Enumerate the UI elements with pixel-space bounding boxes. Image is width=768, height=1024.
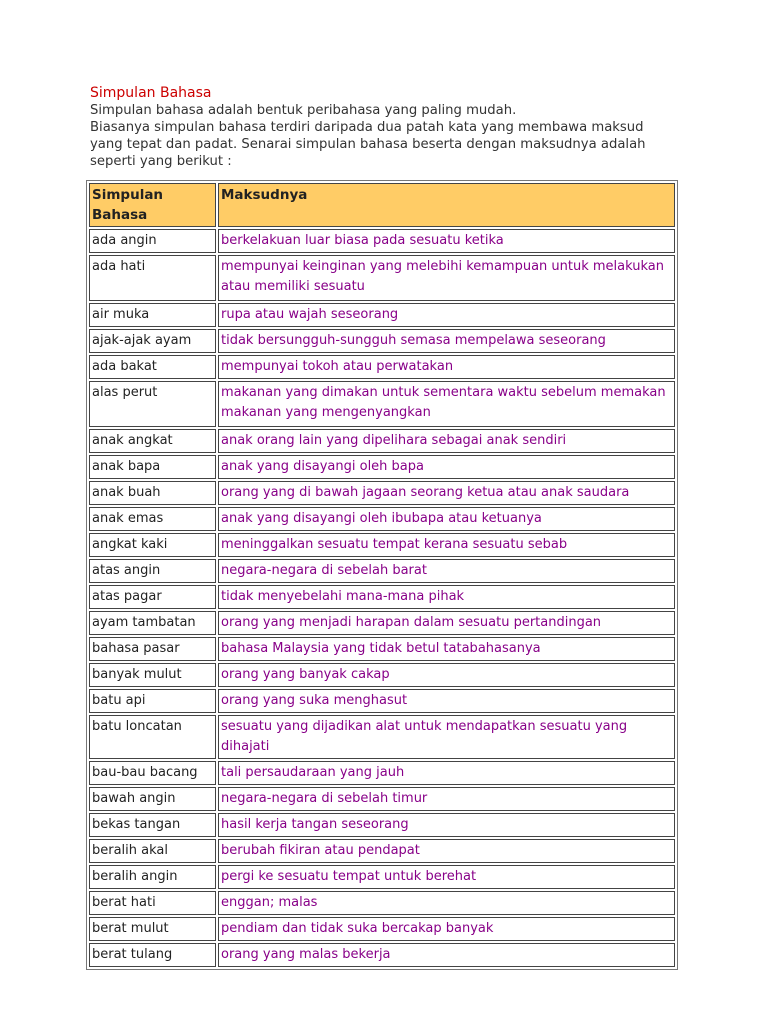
term-cell: air muka	[89, 303, 216, 327]
table-row	[89, 663, 675, 687]
table-row	[89, 917, 675, 941]
table-row	[89, 715, 675, 759]
term-cell: bahasa pasar	[89, 637, 216, 661]
term-cell: atas pagar	[89, 585, 216, 609]
meaning-cell: berubah fikiran atau pendapat	[218, 839, 675, 863]
meaning-cell: mempunyai keinginan yang melebihi kemampuan untuk melakukan atau memiliki sesuatu	[218, 255, 675, 301]
meaning-cell: rupa atau wajah seseorang	[218, 303, 675, 327]
meaning-cell: berkelakuan luar biasa pada sesuatu ketika	[218, 229, 675, 253]
term-cell: banyak mulut	[89, 663, 216, 687]
table-header-row	[89, 183, 675, 227]
term-cell: ada bakat	[89, 355, 216, 379]
table-row	[89, 229, 675, 253]
term-cell: alas perut	[89, 381, 216, 427]
term-cell: bau-bau bacang	[89, 761, 216, 785]
term-cell: anak buah	[89, 481, 216, 505]
table-row	[89, 255, 675, 301]
term-cell: berat tulang	[89, 943, 216, 967]
page-title: Simpulan Bahasa	[90, 85, 212, 101]
table-row	[89, 637, 675, 661]
table-row	[89, 943, 675, 967]
table-row	[89, 839, 675, 863]
table-row	[89, 689, 675, 713]
intro-paragraph-1: Simpulan bahasa adalah bentuk peribahasa yang paling mudah.	[90, 103, 517, 118]
term-cell: batu loncatan	[89, 715, 216, 759]
table-row	[89, 481, 675, 505]
term-cell: ada hati	[89, 255, 216, 301]
meaning-cell: tali persaudaraan yang jauh	[218, 761, 675, 785]
term-cell: bawah angin	[89, 787, 216, 811]
meaning-cell: pergi ke sesuatu tempat untuk berehat	[218, 865, 675, 889]
meaning-cell: negara-negara di sebelah barat	[218, 559, 675, 583]
intro-paragraph-2: Biasanya simpulan bahasa terdiri daripada dua patah kata yang membawa maksud yang tepat dan padat. Senarai simpulan bahasa beserta dengan maksudnya adalah seperti yang berikut :	[90, 120, 646, 169]
document-body	[90, 84, 680, 170]
term-cell: anak emas	[89, 507, 216, 531]
table-row	[89, 533, 675, 557]
table-row	[89, 761, 675, 785]
term-cell: bekas tangan	[89, 813, 216, 837]
table-row	[89, 507, 675, 531]
meaning-cell: orang yang di bawah jagaan seorang ketua atau anak saudara	[218, 481, 675, 505]
table-row	[89, 381, 675, 427]
term-cell: ayam tambatan	[89, 611, 216, 635]
term-cell: beralih akal	[89, 839, 216, 863]
meaning-cell: tidak bersungguh-sungguh semasa mempelawa seseorang	[218, 329, 675, 353]
meaning-cell: orang yang malas bekerja	[218, 943, 675, 967]
term-cell: berat hati	[89, 891, 216, 915]
meaning-cell: anak yang disayangi oleh ibubapa atau ketuanya	[218, 507, 675, 531]
meaning-cell: negara-negara di sebelah timur	[218, 787, 675, 811]
meaning-cell: mempunyai tokoh atau perwatakan	[218, 355, 675, 379]
meaning-cell: anak orang lain yang dipelihara sebagai anak sendiri	[218, 429, 675, 453]
term-cell: berat mulut	[89, 917, 216, 941]
table-row	[89, 303, 675, 327]
table-row	[89, 329, 675, 353]
term-cell: beralih angin	[89, 865, 216, 889]
meaning-cell: anak yang disayangi oleh bapa	[218, 455, 675, 479]
simpulan-bahasa-table	[86, 180, 678, 970]
meaning-cell: orang yang suka menghasut	[218, 689, 675, 713]
meaning-cell: tidak menyebelahi mana-mana pihak	[218, 585, 675, 609]
table-row	[89, 429, 675, 453]
term-cell: anak angkat	[89, 429, 216, 453]
table-row	[89, 559, 675, 583]
table-row	[89, 455, 675, 479]
meaning-cell: pendiam dan tidak suka bercakap banyak	[218, 917, 675, 941]
term-cell: atas angin	[89, 559, 216, 583]
table-row	[89, 355, 675, 379]
table-row	[89, 611, 675, 635]
meaning-cell: orang yang banyak cakap	[218, 663, 675, 687]
meaning-cell: bahasa Malaysia yang tidak betul tatabahasanya	[218, 637, 675, 661]
table-row	[89, 891, 675, 915]
term-cell: batu api	[89, 689, 216, 713]
meaning-cell: sesuatu yang dijadikan alat untuk mendapatkan sesuatu yang dihajati	[218, 715, 675, 759]
term-cell: ajak-ajak ayam	[89, 329, 216, 353]
header-meaning: Maksudnya	[218, 183, 675, 227]
meaning-cell: meninggalkan sesuatu tempat kerana sesuatu sebab	[218, 533, 675, 557]
term-cell: angkat kaki	[89, 533, 216, 557]
table-body	[89, 229, 675, 967]
meaning-cell: hasil kerja tangan seseorang	[218, 813, 675, 837]
meaning-cell: makanan yang dimakan untuk sementara waktu sebelum memakan makanan yang mengenyangkan	[218, 381, 675, 427]
table-row	[89, 865, 675, 889]
table-row	[89, 787, 675, 811]
table-row	[89, 813, 675, 837]
meaning-cell: enggan; malas	[218, 891, 675, 915]
term-cell: ada angin	[89, 229, 216, 253]
term-cell: anak bapa	[89, 455, 216, 479]
meaning-cell: orang yang menjadi harapan dalam sesuatu pertandingan	[218, 611, 675, 635]
table-row	[89, 585, 675, 609]
header-term: Simpulan Bahasa	[89, 183, 216, 227]
